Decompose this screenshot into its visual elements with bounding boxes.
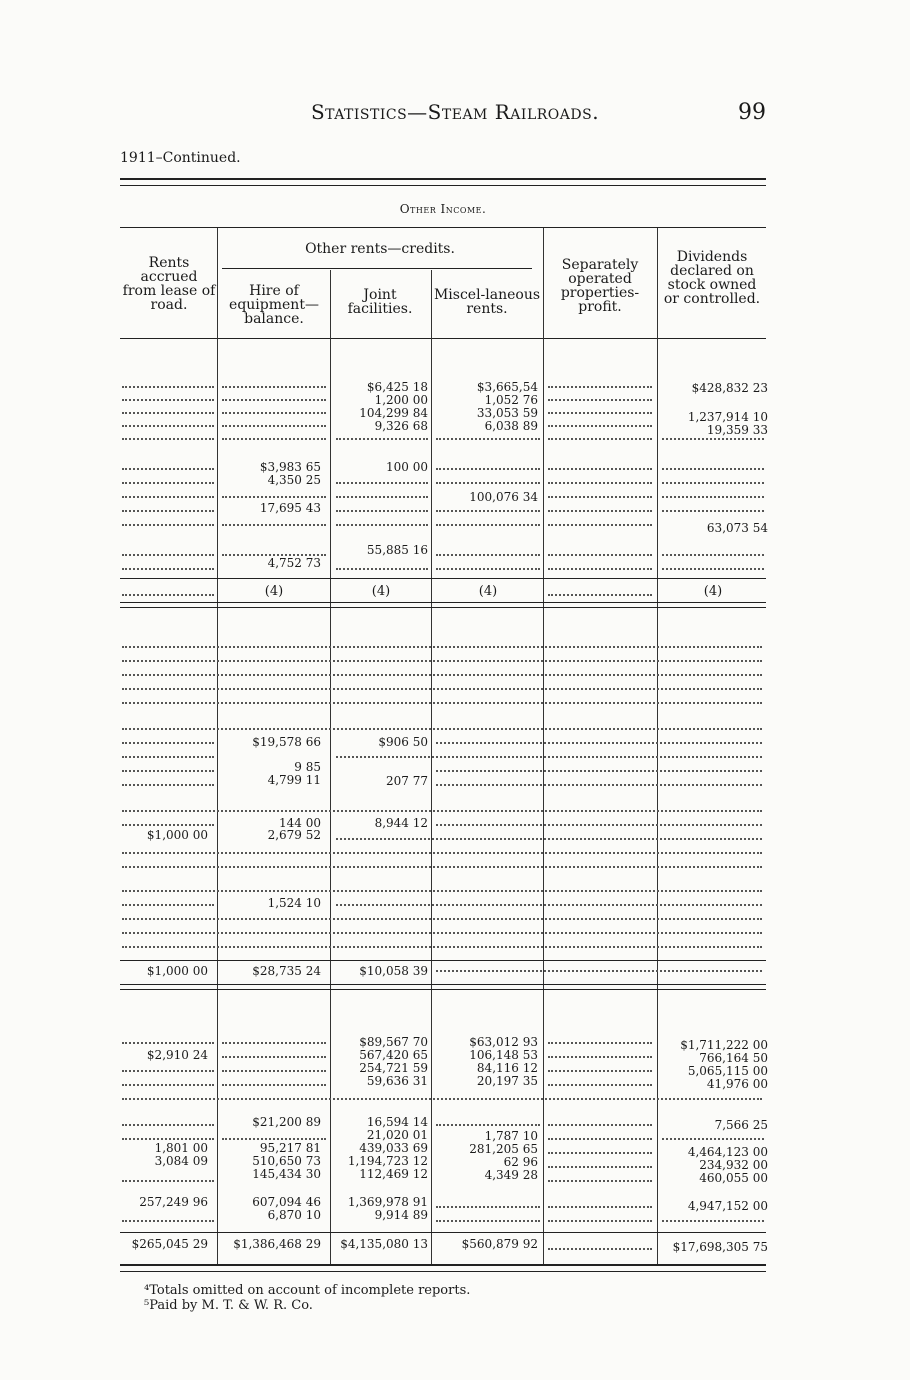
dot-leader xyxy=(222,1064,326,1072)
cell-hire: 17,695 43 xyxy=(259,501,321,515)
cell-joint: $6,425 18 xyxy=(366,380,428,394)
section1-end-rule-b xyxy=(120,607,766,608)
dot-leader xyxy=(222,1036,326,1044)
dot-leader xyxy=(122,462,214,470)
dot-leader xyxy=(336,476,428,484)
cell-hire: $19,578 66 xyxy=(252,735,321,749)
cell-joint: 55,885 16 xyxy=(366,543,428,557)
dot-leader xyxy=(122,1036,214,1044)
dot-leader xyxy=(122,588,214,596)
cell-div: 5,065,115 00 xyxy=(687,1064,768,1078)
cell-hire: 95,217 81 xyxy=(259,1141,321,1155)
dot-leader xyxy=(662,476,764,484)
cell-div: 234,932 00 xyxy=(699,1158,768,1172)
dot-leader xyxy=(548,419,652,427)
cell-hire: $3,983 65 xyxy=(259,460,321,474)
dot-leader xyxy=(436,432,540,440)
cell-joint: 9,914 89 xyxy=(374,1208,428,1222)
cell-div: 41,976 00 xyxy=(706,1077,768,1091)
dot-leader xyxy=(122,1064,214,1072)
cell-misc: 100,076 34 xyxy=(469,490,538,504)
dot-leader xyxy=(548,393,652,401)
cell-hire: 510,650 73 xyxy=(252,1154,321,1168)
dot-leader xyxy=(122,804,762,812)
cell-hire: 144 00 xyxy=(279,816,321,830)
cell-misc: 1,052 76 xyxy=(484,393,538,407)
cell-joint: 439,033 69 xyxy=(359,1141,428,1155)
dot-leader xyxy=(122,504,214,512)
cell-joint: 16,594 14 xyxy=(366,1115,428,1129)
dot-leader xyxy=(222,518,326,526)
cell-joint: $89,567 70 xyxy=(359,1035,428,1049)
dot-leader xyxy=(548,1064,652,1072)
cell-div: 63,073 54 xyxy=(706,521,768,535)
cell-div-total: $17,698,305 75 xyxy=(672,1240,768,1254)
dot-leader xyxy=(122,884,762,892)
dot-leader xyxy=(548,490,652,498)
col-divider-3 xyxy=(431,270,432,1264)
cell-joint: 567,420 65 xyxy=(359,1048,428,1062)
dot-leader xyxy=(548,562,652,570)
dot-leader xyxy=(336,490,428,498)
cell-hire: 4,799 11 xyxy=(267,773,321,787)
cell-joint: 1,200 00 xyxy=(374,393,428,407)
dot-leader xyxy=(122,682,762,690)
cell-hire: $21,200 89 xyxy=(252,1115,321,1129)
dot-leader xyxy=(548,1036,652,1044)
dot-leader xyxy=(222,406,326,414)
cell-rents: 1,801 00 xyxy=(154,1141,208,1155)
section2-end-rule-b xyxy=(120,989,766,990)
dot-leader xyxy=(336,432,428,440)
dot-leader xyxy=(122,668,762,676)
cell-hire: 145,434 30 xyxy=(252,1167,321,1181)
dot-leader xyxy=(122,380,214,388)
cell-misc: 20,197 35 xyxy=(476,1074,538,1088)
cell-div: 4,464,123 00 xyxy=(687,1145,768,1159)
cell-div: $428,832 23 xyxy=(691,381,768,395)
dot-leader xyxy=(122,406,214,414)
cell-joint: $906 50 xyxy=(378,735,428,749)
cell-misc: 62 96 xyxy=(503,1155,538,1169)
dot-leader xyxy=(548,380,652,388)
dot-leader xyxy=(122,640,762,648)
cell-misc: 6,038 89 xyxy=(484,419,538,433)
cell-div: 19,359 33 xyxy=(706,423,768,437)
dot-leader xyxy=(436,548,540,556)
dot-leader xyxy=(222,393,326,401)
dot-leader xyxy=(122,940,762,948)
dot-leader xyxy=(662,490,764,498)
dot-leader xyxy=(436,462,540,470)
dot-leader xyxy=(548,406,652,414)
dot-leader xyxy=(122,1092,762,1100)
col-header-div: Dividends declared on stock owned or controlled. xyxy=(663,249,761,307)
bottom-rule-b xyxy=(120,1271,766,1272)
dot-leader xyxy=(122,750,214,758)
dot-leader xyxy=(436,1118,540,1126)
dot-leader xyxy=(436,1214,540,1222)
dot-leader xyxy=(122,562,214,570)
cell-hire: 2,679 52 xyxy=(267,828,321,842)
cell-misc: 33,053 59 xyxy=(476,406,538,420)
dot-leader xyxy=(122,548,214,556)
dot-leader xyxy=(336,504,428,512)
dot-leader xyxy=(336,518,428,526)
col-divider-5 xyxy=(657,228,658,1264)
cell-hire: 9 85 xyxy=(294,760,321,774)
section2-end-rule-a xyxy=(120,984,766,985)
cell-misc: $63,012 93 xyxy=(469,1035,538,1049)
dot-leader xyxy=(436,778,762,786)
dot-leader xyxy=(548,1200,652,1208)
dot-leader xyxy=(548,1146,652,1154)
dot-leader xyxy=(122,518,214,526)
cell-joint: 104,299 84 xyxy=(359,406,428,420)
cell-hire-total: $1,386,468 29 xyxy=(233,1237,321,1251)
cell-div: 7,566 25 xyxy=(714,1118,768,1132)
dot-leader xyxy=(122,1078,214,1086)
dot-leader xyxy=(336,898,762,906)
dot-leader xyxy=(548,1174,652,1182)
cell-hire: 607,094 46 xyxy=(252,1195,321,1209)
dot-leader xyxy=(436,518,540,526)
cell-joint: 112,469 12 xyxy=(359,1167,428,1181)
dot-leader xyxy=(122,846,762,854)
cell-hire: 4,752 73 xyxy=(267,556,321,570)
dot-leader xyxy=(122,419,214,427)
dot-leader xyxy=(222,1078,326,1086)
dot-leader xyxy=(436,818,762,826)
col-header-misc: Miscel-laneous rents. xyxy=(433,287,541,317)
cell-joint: 207 77 xyxy=(386,774,428,788)
footnote-5: ⁵Paid by M. T. & W. R. Co. xyxy=(144,1298,313,1313)
dot-leader xyxy=(548,588,652,596)
dot-leader xyxy=(662,1214,764,1222)
dot-leader xyxy=(662,1132,764,1140)
year-continued-label: 1911–Continued. xyxy=(120,150,241,166)
cell-joint: 9,326 68 xyxy=(374,419,428,433)
group-underline xyxy=(222,268,532,269)
dot-leader xyxy=(122,898,214,906)
dot-leader xyxy=(662,504,764,512)
dot-leader xyxy=(122,393,214,401)
dot-leader xyxy=(122,778,214,786)
page-number: 99 xyxy=(738,100,766,125)
dot-leader xyxy=(436,476,540,484)
col-divider-2 xyxy=(330,270,331,1264)
running-title: Statistics—Steam Railroads. xyxy=(310,100,600,124)
dot-leader xyxy=(122,476,214,484)
dot-leader xyxy=(548,1242,652,1250)
dot-leader xyxy=(662,548,764,556)
cell-rents: $1,000 00 xyxy=(146,828,208,842)
footnote-marker: (4) xyxy=(478,584,498,599)
cell-misc: 106,148 53 xyxy=(469,1048,538,1062)
top-rule-thin xyxy=(120,185,766,186)
dot-leader xyxy=(122,764,214,772)
dot-leader xyxy=(662,562,764,570)
dot-leader xyxy=(222,1050,326,1058)
cell-joint: 1,369,978 91 xyxy=(347,1195,428,1209)
bottom-rule-a xyxy=(120,1264,766,1266)
dot-leader xyxy=(222,432,326,440)
cell-joint: 254,721 59 xyxy=(359,1061,428,1075)
dot-leader xyxy=(122,654,762,662)
dot-leader xyxy=(122,696,762,704)
dot-leader xyxy=(122,860,762,868)
dot-leader xyxy=(222,1132,326,1140)
cell-misc-total: $560,879 92 xyxy=(461,1237,538,1251)
cell-hire: 1,524 10 xyxy=(267,896,321,910)
cell-rents-total: $265,045 29 xyxy=(131,1237,208,1251)
dot-leader xyxy=(222,419,326,427)
col-header-rents: Rents accrued from lease of road. xyxy=(122,255,216,313)
cell-misc: 281,205 65 xyxy=(469,1142,538,1156)
dot-leader xyxy=(122,722,762,730)
cell-rents-total: $1,000 00 xyxy=(146,964,208,978)
footnote-4: ⁴Totals omitted on account of incomplete reports. xyxy=(144,1283,471,1298)
dot-leader xyxy=(336,562,428,570)
cell-joint: 8,944 12 xyxy=(374,816,428,830)
cell-hire-total: $28,735 24 xyxy=(252,964,321,978)
dot-leader xyxy=(548,504,652,512)
cell-misc: 4,349 28 xyxy=(484,1168,538,1182)
col-divider-1 xyxy=(217,228,218,1264)
col-group-other-rents: Other rents—credits. xyxy=(305,241,455,257)
cell-joint-total: $4,135,080 13 xyxy=(340,1237,428,1251)
dot-leader xyxy=(222,380,326,388)
cell-misc: $3,665,54 xyxy=(476,380,538,394)
cell-rents: 257,249 96 xyxy=(139,1195,208,1209)
footnote-marker: (4) xyxy=(371,584,391,599)
dot-leader xyxy=(548,1118,652,1126)
cell-hire: 4,350 25 xyxy=(267,473,321,487)
footnote-marker: (4) xyxy=(264,584,284,599)
cell-hire: 6,870 10 xyxy=(267,1208,321,1222)
dot-leader xyxy=(436,764,762,772)
dot-leader xyxy=(122,912,762,920)
dot-leader xyxy=(548,462,652,470)
dot-leader xyxy=(122,490,214,498)
cell-div: 4,947,152 00 xyxy=(687,1199,768,1213)
dot-leader xyxy=(222,548,326,556)
cell-joint: 59,636 31 xyxy=(366,1074,428,1088)
section3-total-rule xyxy=(120,1232,766,1233)
cell-div: $1,711,222 00 xyxy=(680,1038,768,1052)
cell-joint: 100 00 xyxy=(386,460,428,474)
dot-leader xyxy=(122,736,214,744)
section2-total-rule xyxy=(120,960,766,961)
col-divider-4 xyxy=(543,228,544,1264)
dot-leader xyxy=(548,432,652,440)
dot-leader xyxy=(336,750,762,758)
dot-leader xyxy=(336,832,762,840)
dot-leader xyxy=(548,518,652,526)
footnote-marker: (4) xyxy=(703,584,723,599)
cell-div: 1,237,914 10 xyxy=(687,410,768,424)
dot-leader xyxy=(548,476,652,484)
dot-leader xyxy=(122,1174,214,1182)
cell-joint: 1,194,723 12 xyxy=(347,1154,428,1168)
dot-leader xyxy=(436,964,762,972)
cell-div: 460,055 00 xyxy=(699,1171,768,1185)
dot-leader xyxy=(436,504,540,512)
cell-div: 766,164 50 xyxy=(699,1051,768,1065)
dot-leader xyxy=(122,1214,214,1222)
dot-leader xyxy=(662,462,764,470)
dot-leader xyxy=(548,1132,652,1140)
dot-leader xyxy=(548,1050,652,1058)
dot-leader xyxy=(122,926,762,934)
dot-leader xyxy=(436,1200,540,1208)
dot-leader xyxy=(222,490,326,498)
dot-leader xyxy=(122,1132,214,1140)
col-header-joint: Joint facilities. xyxy=(347,287,413,317)
cell-rents: $2,910 24 xyxy=(146,1048,208,1062)
dot-leader xyxy=(548,548,652,556)
dot-leader xyxy=(548,1160,652,1168)
top-rule-thick xyxy=(120,178,766,180)
dot-leader xyxy=(122,1118,214,1126)
section1-total-rule xyxy=(120,578,766,579)
dot-leader xyxy=(122,818,214,826)
section1-end-rule-a xyxy=(120,602,766,603)
section-title: Other Income. xyxy=(399,202,487,216)
cell-misc: 1,787 10 xyxy=(484,1129,538,1143)
dot-leader xyxy=(436,562,540,570)
dot-leader xyxy=(548,1214,652,1222)
dot-leader xyxy=(436,736,762,744)
cell-joint: 21,020 01 xyxy=(366,1128,428,1142)
cell-rents: 3,084 09 xyxy=(154,1154,208,1168)
col-header-sep: Separately operated properties-profit. xyxy=(560,257,640,315)
cell-misc: 84,116 12 xyxy=(476,1061,538,1075)
dot-leader xyxy=(548,1078,652,1086)
col-header-hire: Hire of equipment—balance. xyxy=(229,283,319,327)
dot-leader xyxy=(122,432,214,440)
cell-joint-total: $10,058 39 xyxy=(359,964,428,978)
